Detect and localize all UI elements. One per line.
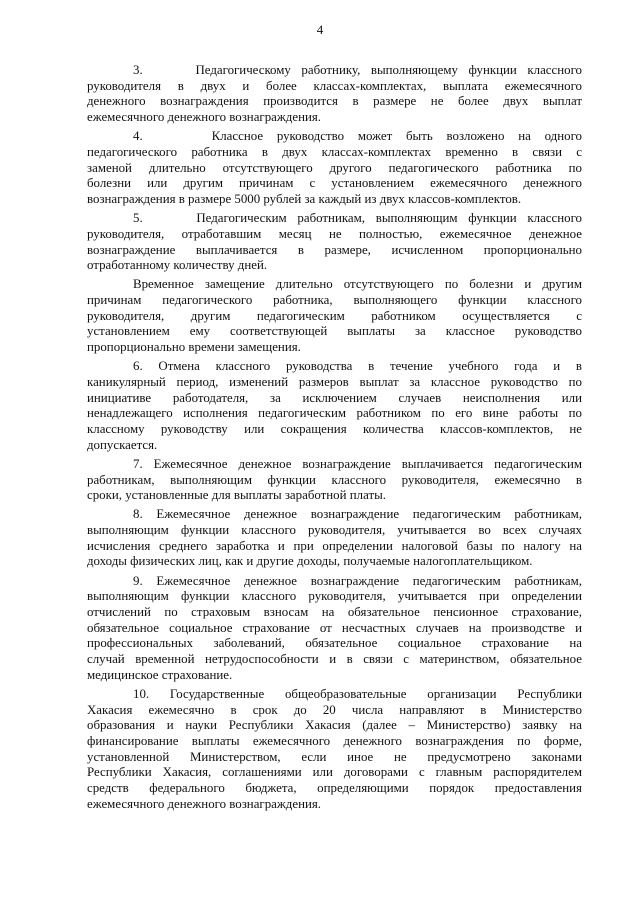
text-line: ненадлежащего исполнения педагогическим работником по его вине работы по bbox=[87, 406, 582, 421]
text-line: выполняющим функции классного руководителя, учитывается при определении bbox=[87, 589, 582, 604]
text-line: выполняющим функции классного руководителя, учитывается во всех случаях bbox=[87, 523, 582, 538]
text-line: установленной Министерством, если иное не предусмотрено законами bbox=[87, 749, 582, 764]
text-line: 10. Государственные общеобразовательные организации Республики bbox=[133, 686, 582, 701]
text-line: случай временной нетрудоспособности и в связи с материнством, обязательное bbox=[87, 652, 582, 667]
text-line: отчислений по страховым взносам на обязательное пенсионное страхование, bbox=[87, 604, 582, 619]
text-line: 6. Отмена классного руководства в течение учебного года и в bbox=[133, 359, 582, 374]
text-line: классному руководству или сокращения количества классов-комплектов, не bbox=[87, 422, 582, 437]
text-line: сроки, установленные для выплаты заработной платы. bbox=[87, 488, 386, 503]
text-line: причинам педагогического работника, выполняющего функции классного bbox=[87, 293, 582, 308]
text-line: 4. Классное руководство может быть возложено на одного bbox=[133, 129, 582, 144]
text-line: установлением ему соответствующей выплаты за классное руководство bbox=[87, 324, 582, 339]
text-line: заменой длительно отсутствующего другого педагогического работника по bbox=[87, 160, 582, 175]
text-line: исчисления среднего заработка и при определении налоговой базы по налогу на bbox=[87, 538, 582, 553]
text-line: обязательное социальное страхование от несчастных случаев на производстве и bbox=[87, 620, 582, 635]
text-line: Временное замещение длительно отсутствующего по болезни и другим bbox=[133, 277, 582, 292]
text-line: вознаграждение выплачивается в размере, исчисленном пропорционально bbox=[87, 242, 582, 257]
text-line: вознаграждения в размере 5000 рублей за каждый из двух классов-комплектов. bbox=[87, 192, 522, 207]
paragraph-5 bbox=[87, 359, 582, 453]
text-line: болезни или другим причинам с установлением ежемесячного денежного bbox=[87, 176, 582, 191]
text-line: каникулярный период, изменений размеров выплат за классное руководство по bbox=[87, 374, 582, 389]
paragraph-8 bbox=[87, 574, 582, 684]
paragraph-1 bbox=[87, 63, 582, 126]
text-line: средств федерального бюджета, определяющими порядок предоставления bbox=[87, 781, 582, 796]
text-line: 9. Ежемесячное денежное вознаграждение педагогическим работникам, bbox=[133, 573, 582, 588]
paragraph-6 bbox=[87, 457, 582, 504]
text-line: ежемесячного денежного вознаграждения. bbox=[87, 110, 322, 125]
text-line: руководителя, отработавшим месяц не полностью, ежемесячное денежное bbox=[87, 226, 582, 241]
document-body bbox=[87, 63, 582, 816]
paragraph-9 bbox=[87, 687, 582, 813]
paragraph-2 bbox=[87, 129, 582, 208]
text-line: работникам, выполняющим функции классного руководителя, ежемесячно в bbox=[87, 472, 582, 487]
paragraph-4 bbox=[87, 277, 582, 356]
text-line: инициативе работодателя, за исключением случаев неисполнения или bbox=[87, 390, 582, 405]
text-line: 7. Ежемесячное денежное вознаграждение выплачивается педагогическим bbox=[133, 456, 582, 471]
text-line: педагогического работника в двух классах-комплектах временно в связи с bbox=[87, 144, 582, 159]
text-line: 8. Ежемесячное денежное вознаграждение педагогическим работникам, bbox=[133, 507, 582, 522]
text-line: профессиональных заболеваний, обязательное социальное страхование на bbox=[87, 636, 582, 651]
paragraph-7 bbox=[87, 507, 582, 570]
text-line: образования и науки Республики Хакасия (далее – Министерство) заявку на bbox=[87, 718, 582, 733]
text-line: 5. Педагогическим работникам, выполняющим функции классного bbox=[133, 211, 582, 226]
text-line: Хакасия ежемесячно в срок до 20 числа направляют в Министерство bbox=[87, 702, 582, 717]
text-line: финансирование выплаты ежемесячного денежного вознаграждения по форме, bbox=[87, 733, 582, 748]
text-line: медицинское страхование. bbox=[87, 667, 233, 682]
text-line: 3. Педагогическому работнику, выполняющему функции классного bbox=[133, 63, 582, 77]
paragraph-3 bbox=[87, 211, 582, 274]
page-number: 4 bbox=[316, 22, 324, 37]
text-line: денежного вознаграждения производится в размере не более двух выплат bbox=[87, 94, 582, 109]
text-line: допускается. bbox=[87, 437, 158, 452]
text-line: ежемесячного денежного вознаграждения. bbox=[87, 796, 322, 811]
text-line: пропорционально времени замещения. bbox=[87, 340, 301, 355]
text-line: отработанному количеству дней. bbox=[87, 258, 268, 273]
text-line: доходы физических лиц, как и другие доходы, получаемые налогоплательщиком. bbox=[87, 554, 533, 569]
text-line: руководителя, другим педагогическим работником осуществляется с bbox=[87, 308, 582, 323]
text-line: Республики Хакасия, соглашениями или договорами с главным распорядителем bbox=[87, 765, 582, 780]
text-line: руководителя в двух и более классах-комплектах, выплата ежемесячного bbox=[87, 78, 582, 93]
